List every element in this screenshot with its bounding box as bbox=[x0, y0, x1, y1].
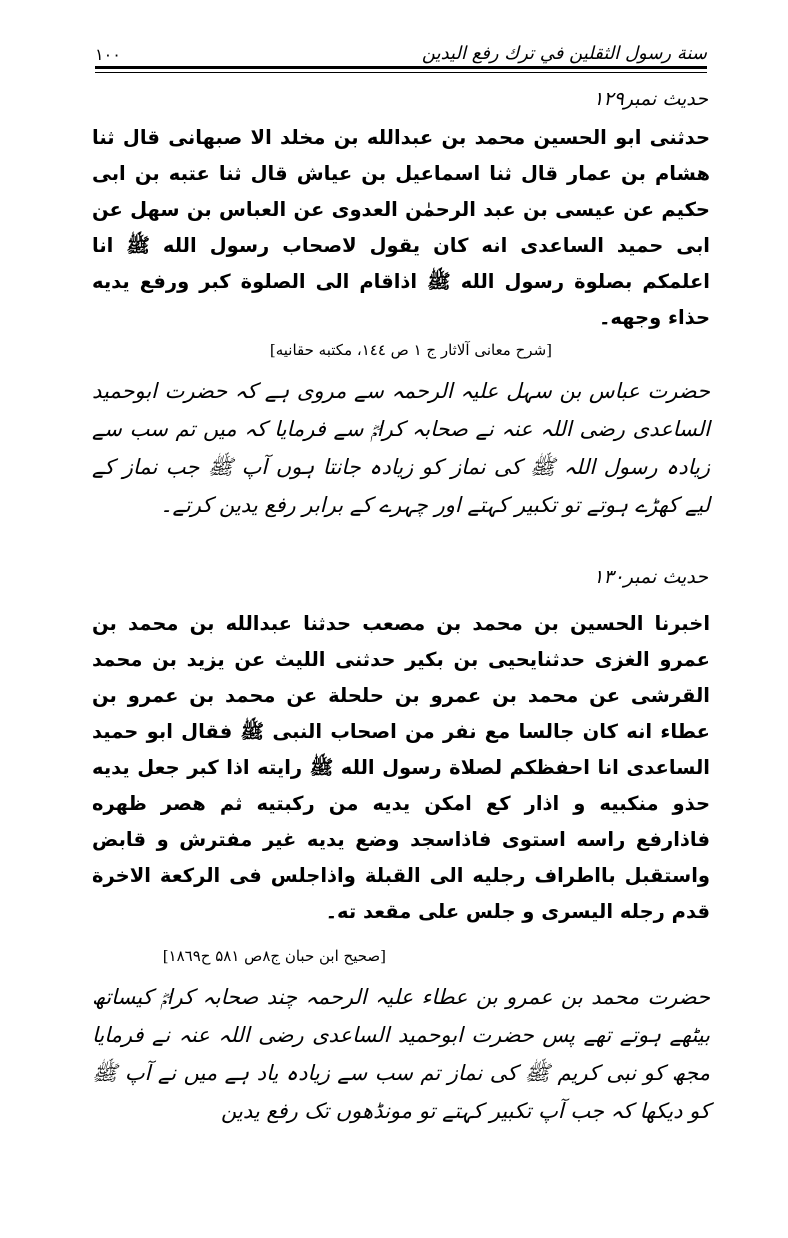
header-rule-thin bbox=[95, 72, 707, 73]
book-title: سنة رسول الثقلين في ترك رفع اليدين bbox=[421, 43, 707, 64]
hadith-130-heading: حدیث نمبر۱۳۰ bbox=[593, 566, 708, 588]
header-rule bbox=[95, 66, 707, 69]
hadith-130-urdu-translation: حضرت محمد بن عمرو بن عطاء علیہ الرحمہ چند صحابہ کرامؓ کیساتھ بیٹھے ہوتے تھے پس حضرت ابوحمید الساعدی رضی اللہ عنہ نے فرمایا مجھ کو نبی کریم ﷺ کی نماز تم سب سے زیادہ یاد ہے میں نے آپ ﷺ کو دیکھا کہ جب آپ تکبیر کہتے تو مونڈھوں تک رفع یدین bbox=[92, 985, 710, 1123]
hadith-129-heading: حدیث نمبر۱۲۹ bbox=[593, 88, 708, 110]
running-header bbox=[95, 30, 707, 64]
hadith-129-arabic-text: حدثنی ابو الحسین محمد بن عبدالله بن مخلد الا صبهانی قال ثنا هشام بن عمار قال ثنا اسماعیل بن عیاش قال ثنا عتبه بن ابی حکیم عن عیسی بن عبد الرحمٰن العدوی عن العباس بن سهل عن ابی حمید الساعدی انه کان یقول لاصحاب رسول الله ﷺ انا اعلمکم بصلوة رسول الله ﷺ اذاقام الی الصلوة کبر ورفع یدیه حذاء وجهه۔ bbox=[92, 126, 710, 329]
hadith-129-urdu-translation: حضرت عباس بن سہل علیہ الرحمہ سے مروی ہے کہ حضرت ابوحمید الساعدی رضی اللہ عنہ نے صحابہ کرامؓ سے فرمایا کہ میں تم سب سے زیادہ رسول اللہ ﷺ کی نماز کو زیادہ جانتا ہوں آپ ﷺ جب نماز کے لیے کھڑے ہوتے تو تکبیر کہتے اور چہرے کے برابر رفع یدین کرتے۔ bbox=[92, 379, 710, 517]
hadith-130-reference: [صحیح ابن حبان ج۸ص ۵۸۱ ح۱۸٦۹] bbox=[162, 947, 386, 965]
hadith-129-reference: [شرح معانی آلاثار ج ۱ ص ۱٤٤، مکتبه حقانیه] bbox=[269, 341, 552, 359]
page-number: ١٠٠ bbox=[95, 45, 121, 64]
hadith-130-arabic-text: اخبرنا الحسین بن محمد بن مصعب حدثنا عبدالله بن محمد بن عمرو الغزی حدثنایحیی بن بکیر حدثنی اللیث عن یزید بن محمد القرشی عن محمد بن عمرو بن حلحلة عن محمد بن عمرو بن عطاء انه کان جالسا مع نفر من اصحاب النبی ﷺ فقال ابو حمید الساعدی انا احفظکم لصلاة رسول الله ﷺ رایته اذا کبر جعل یدیه حذو منکبیه و اذار کع امکن یدیه من رکبتیه ثم هصر ظهره فاذارفع راسه استوی فاذاسجد وضع یدیه غیر مفترش و قابض واستقبل بااطراف رجلیه الی القبلة واذاجلس فی الرکعة الاخرة قدم رجله الیسری و جلس علی مقعد ته۔ bbox=[92, 612, 710, 923]
